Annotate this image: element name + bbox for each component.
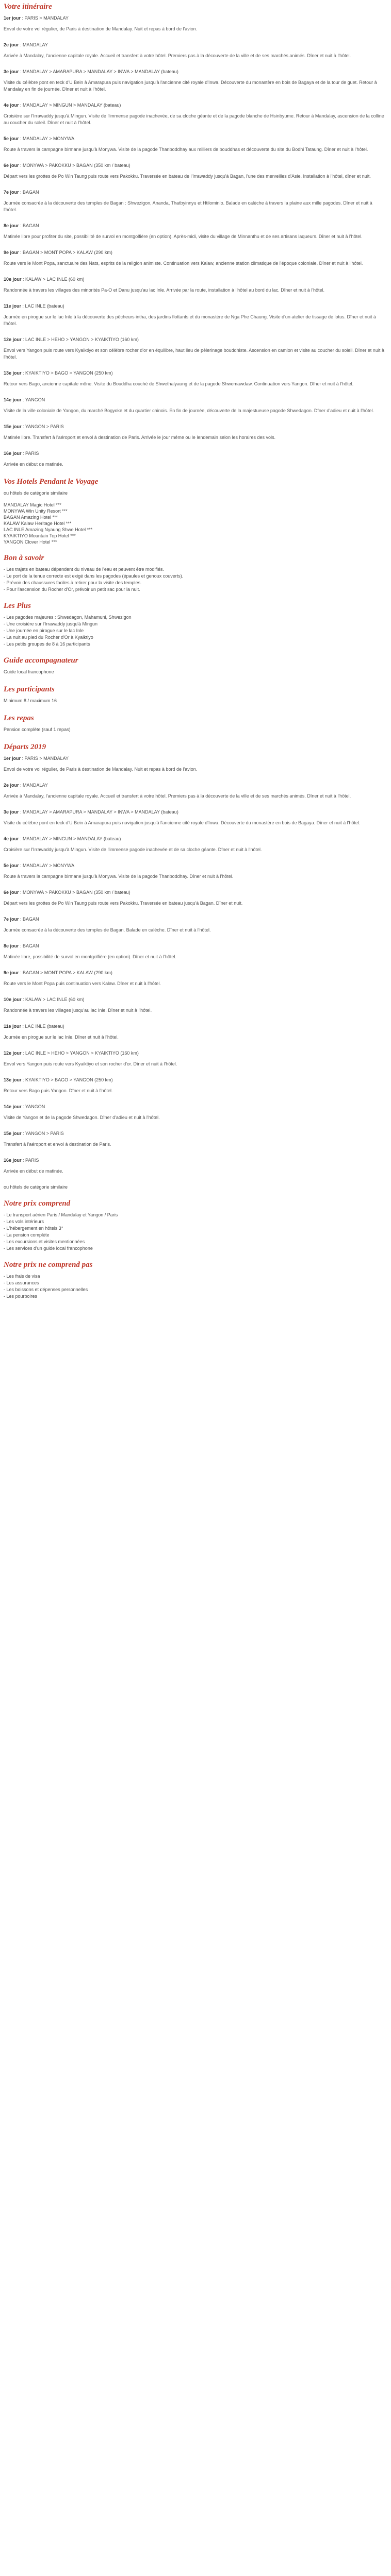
participants-title: Les participants (4, 685, 55, 693)
day-number: 10e jour (4, 277, 22, 282)
day-title: 13e jour : KYAIKTIYO > BAGO > YANGON (250 km) (4, 1077, 113, 1082)
departures-list (4, 755, 386, 1175)
day-title: 2e jour : MANDALAY (4, 783, 48, 788)
day-description: Arrivée à Mandalay, l'ancienne capitale royale. Accueil et transfert à votre hôtel. Premiers pas à la découverte de la ville et de ses marchés animés. Dîner et nuit à l'hôtel. (4, 53, 351, 58)
day-number: 16e jour (4, 451, 22, 456)
day-title: 16e jour : PARIS (4, 451, 39, 456)
day-description: Retour vers Bago, ancienne capitale mône. Visite du Bouddha couché de Shwethalyaung et de la pagode Shwemawdaw. Continuation vers Yangon. Dîner et nuit à l'hôtel. (4, 381, 354, 386)
day-title: 16e jour : PARIS (4, 1158, 39, 1163)
day-description: Route à travers la campagne birmane jusqu'à Monywa. Visite de la pagode Thanboddhay aux milliers de bouddhas et découverte du site du Bodhi Tataung. Dîner et nuit à l'hôtel. (4, 147, 368, 152)
day-route: PARIS (25, 1158, 39, 1163)
day-title: 4e jour : MANDALAY > MINGUN > MANDALAY (bateau) (4, 836, 121, 841)
day-number: 15e jour (4, 1131, 22, 1136)
day-route: LAC INLE (bateau) (25, 303, 64, 309)
includes-list (4, 1212, 386, 1252)
day-route: BAGAN (23, 190, 39, 195)
day-number: 6e jour (4, 890, 19, 895)
day-route: YANGON > PARIS (25, 1131, 64, 1136)
day-description: Journée en pirogue sur le lac Inle. Dîner et nuit à l'hôtel. (4, 1035, 119, 1040)
day-route: KALAW > LAC INLE (60 km) (25, 277, 85, 282)
note-item: - Pour l'ascension du Rocher d'Or, prévoir un petit sac pour la nuit. (4, 587, 140, 592)
exclude-item: - Les assurances (4, 1280, 39, 1285)
day-route: MANDALAY > MINGUN > MANDALAY (bateau) (23, 836, 121, 841)
day-title: 3e jour : MANDALAY > AMARAPURA > MANDALAY > INWA > MANDALAY (bateau) (4, 69, 178, 74)
note-item: - Les trajets en bateau dépendent du niveau de l'eau et peuvent être modifiés. (4, 567, 164, 572)
day-description: Randonnée à travers les villages jusqu'au lac Inle. Dîner et nuit à l'hôtel. (4, 1008, 152, 1013)
day-route: MANDALAY > MONYWA (23, 863, 75, 868)
exclude-item: - Les pourboires (4, 1294, 38, 1299)
extra-item: - Les petits groupes de 8 à 16 participants (4, 641, 90, 647)
hotel-item: MONYWA Win Unity Resort *** (4, 509, 68, 514)
day-title: 15e jour : YANGON > PARIS (4, 424, 64, 429)
day-route: PARIS (25, 451, 39, 456)
day-number: 6e jour (4, 163, 19, 168)
day-description: Départ vers les grottes de Po Win Taung puis route vers Pakokku. Traversée en bateau de l'Irrawaddy jusqu'à Bagan, l'une des merveilles d'Asie. Installation à l'hôtel, dîner et nuit. (4, 174, 371, 179)
day-description: Randonnée à travers les villages des minorités Pa-O et Danu jusqu'au lac Inle. Arrivée par la route, installation à l'hôtel au bord du lac. Dîner et nuit à l'hôtel. (4, 287, 325, 293)
day-description: Visite du célèbre pont en teck d'U Bein à Amarapura puis navigation jusqu'à l'ancienne cité royale d'Inwa. Découverte du monastère en bois de Bagaya et de la tour de guet. Retour à Mandalay en fin de journée. Dîner et nuit à l'hôtel. (4, 80, 377, 92)
hotel-item: YANGON Clover Hotel *** (4, 539, 57, 545)
day-number: 12e jour (4, 337, 22, 342)
day-title: 7e jour : BAGAN (4, 917, 39, 922)
hotel-item: BAGAN Amazing Hotel *** (4, 515, 58, 520)
day-route: KALAW > LAC INLE (60 km) (25, 997, 85, 1002)
day-number: 14e jour (4, 397, 22, 402)
day-route: PARIS > MANDALAY (24, 15, 69, 21)
day-number: 16e jour (4, 1158, 22, 1163)
day-route: MANDALAY > AMARAPURA > MANDALAY > INWA > MANDALAY (bateau) (23, 809, 178, 815)
hotel-item: KALAW Kalaw Heritage Hotel *** (4, 521, 72, 526)
day-description: Envol de votre vol régulier, de Paris à destination de Mandalay. Nuit et repas à bord de l'avion. (4, 26, 198, 31)
day-description: Croisière sur l'Irrawaddy jusqu'à Mingun. Visite de l'immense pagode inachevée et de sa cloche géante. Dîner et nuit à l'hôtel. (4, 847, 262, 852)
hotel-item: LAC INLE Amazing Nyaung Shwe Hotel *** (4, 527, 93, 532)
day-title: 9e jour : BAGAN > MONT POPA > KALAW (290 km) (4, 970, 112, 975)
day-description: Route à travers la campagne birmane jusqu'à Monywa. Visite de la pagode Thanboddhay. Dîner et nuit à l'hôtel. (4, 874, 234, 879)
day-route: YANGON (25, 397, 45, 402)
day-number: 1er jour (4, 756, 21, 761)
hotels-repeat-intro: ou hôtels de catégorie similaire (4, 1184, 68, 1190)
day-route: BAGAN (23, 223, 39, 228)
day-description: Départ vers les grottes de Po Win Taung puis route vers Pakokku. Traversée en bateau jusqu'à Bagan. Dîner et nuit. (4, 901, 243, 906)
day-number: 11e jour (4, 303, 22, 309)
day-route: KYAIKTIYO > BAGO > YANGON (250 km) (25, 370, 113, 376)
extra-item: - La nuit au pied du Rocher d'Or à Kyaiktiyo (4, 635, 93, 640)
day-title: 11e jour : LAC INLE (bateau) (4, 303, 64, 309)
day-title: 2e jour : MANDALAY (4, 42, 48, 47)
day-route: BAGAN (23, 943, 39, 948)
day-route: YANGON (25, 1104, 45, 1109)
day-description: Envol de votre vol régulier, de Paris à destination de Mandalay. Nuit et repas à bord de l'avion. (4, 767, 198, 772)
day-description: Route vers le Mont Popa, sanctuaire des Nats, esprits de la religion animiste. Continuation vers Kalaw, ancienne station climatique de l'époque coloniale. Dîner et nuit à l'hôtel. (4, 261, 363, 266)
day-title: 8e jour : BAGAN (4, 223, 39, 228)
day-route: BAGAN > MONT POPA > KALAW (290 km) (23, 970, 112, 975)
day-number: 15e jour (4, 424, 22, 429)
meals-title: Les repas (4, 714, 34, 722)
include-item: - Les excursions et visites mentionnées (4, 1239, 85, 1244)
day-title: 1er jour : PARIS > MANDALAY (4, 15, 69, 21)
day-description: Arrivée en début de matinée. (4, 1168, 63, 1174)
excludes-list (4, 1273, 386, 1300)
day-route: MANDALAY (23, 42, 48, 47)
include-item: - Les services d'un guide local francophone (4, 1246, 93, 1251)
day-title: 12e jour : LAC INLE > HEHO > YANGON > KYAIKTIYO (160 km) (4, 337, 139, 342)
day-description: Journée consacrée à la découverte des temples de Bagan. Balade en calèche. Dîner et nuit à l'hôtel. (4, 927, 211, 933)
note-item: - Prévoir des chaussures faciles à retirer pour la visite des temples. (4, 580, 142, 585)
day-description: Matinée libre pour profiter du site, possibilité de survol en montgolfière (en option). Après-midi, visite du village de Minnanthu et de ses artisans laqueurs. Dîner et nuit à l'hôtel. (4, 234, 363, 239)
day-description: Journée en pirogue sur le lac Inle à la découverte des pêcheurs intha, des jardins flottants et du monastère de Nga Phe Chaung. Visite d'un atelier de tissage de lotus. Dîner et nuit à l'hôtel. (4, 314, 376, 326)
day-title: 7e jour : BAGAN (4, 190, 39, 195)
include-item: - La pension complète (4, 1232, 50, 1238)
day-route: MANDALAY > MONYWA (23, 136, 75, 141)
day-description: Visite de la ville coloniale de Yangon, du marché Bogyoke et du quartier chinois. En fin de journée, découverte de la majestueuse pagode Shwedagon. Dîner d'adieu et nuit à l'hôtel. (4, 408, 374, 413)
day-title: 4e jour : MANDALAY > MINGUN > MANDALAY (bateau) (4, 103, 121, 108)
day-number: 10e jour (4, 997, 22, 1002)
day-number: 8e jour (4, 223, 19, 228)
hotels-list (4, 502, 386, 545)
day-title: 14e jour : YANGON (4, 397, 45, 402)
day-title: 3e jour : MANDALAY > AMARAPURA > MANDALAY > INWA > MANDALAY (bateau) (4, 809, 178, 815)
day-description: Arrivée en début de matinée. (4, 462, 63, 467)
day-route: MANDALAY > AMARAPURA > MANDALAY > INWA > MANDALAY (bateau) (23, 69, 178, 74)
day-number: 5e jour (4, 863, 19, 868)
itinerary-title: Votre itinéraire (4, 3, 52, 11)
day-description: Visite de Yangon et de la pagode Shwedagon. Dîner d'adieu et nuit à l'hôtel. (4, 1115, 160, 1120)
participants-text: Minimum 8 / maximum 16 (4, 698, 57, 703)
extra-item: - Une journée en pirogue sur le lac Inle (4, 628, 84, 633)
day-title: 10e jour : KALAW > LAC INLE (60 km) (4, 997, 85, 1002)
day-title: 15e jour : YANGON > PARIS (4, 1131, 64, 1136)
day-route: BAGAN (23, 917, 39, 922)
day-description: Matinée libre, possibilité de survol en montgolfière (en option). Dîner et nuit à l'hôtel. (4, 954, 176, 959)
day-title: 12e jour : LAC INLE > HEHO > YANGON > KYAIKTIYO (160 km) (4, 1050, 139, 1056)
day-title: 11e jour : LAC INLE (bateau) (4, 1024, 64, 1029)
day-description: Route vers le Mont Popa puis continuation vers Kalaw. Dîner et nuit à l'hôtel. (4, 981, 161, 986)
day-title: 8e jour : BAGAN (4, 943, 39, 948)
guide-text: Guide local francophone (4, 669, 54, 674)
day-number: 3e jour (4, 809, 19, 815)
extra-item: - Les pagodes majeures : Shwedagon, Mahamuni, Shwezigon (4, 615, 132, 620)
itinerary-list (4, 15, 386, 468)
day-number: 14e jour (4, 1104, 22, 1109)
day-title: 14e jour : YANGON (4, 1104, 45, 1109)
day-number: 5e jour (4, 136, 19, 141)
day-number: 2e jour (4, 783, 19, 788)
day-number: 3e jour (4, 69, 19, 74)
extras-title: Les Plus (4, 602, 31, 610)
day-number: 9e jour (4, 970, 19, 975)
day-description: Envol vers Yangon puis route vers Kyaiktiyo et son célèbre rocher d'or en équilibre, haut lieu de pèlerinage bouddhiste. Ascension en camion et visite au coucher du soleil. Dîner et nuit à l'hôtel. (4, 348, 384, 360)
extra-item: - Une croisière sur l'Irrawaddy jusqu'à Mingun (4, 621, 98, 626)
day-title: 5e jour : MANDALAY > MONYWA (4, 863, 75, 868)
day-route: YANGON > PARIS (25, 424, 64, 429)
hotels-title: Vos Hotels Pendant le Voyage (4, 478, 99, 486)
guide-title: Guide accompagnateur (4, 656, 78, 665)
day-title: 10e jour : KALAW > LAC INLE (60 km) (4, 277, 85, 282)
day-number: 4e jour (4, 103, 19, 108)
day-route: MONYWA > PAKOKKU > BAGAN (350 km / bateau) (23, 163, 131, 168)
day-title: 5e jour : MANDALAY > MONYWA (4, 136, 75, 141)
excludes-title: Notre prix ne comprend pas (4, 1261, 93, 1269)
exclude-item: - Les frais de visa (4, 1274, 40, 1279)
exclude-item: - Les boissons et dépenses personnelles (4, 1287, 88, 1292)
notes-title: Bon à savoir (4, 554, 44, 562)
day-title: 13e jour : KYAIKTIYO > BAGO > YANGON (250 km) (4, 370, 113, 376)
day-description: Croisière sur l'Irrawaddy jusqu'à Mingun. Visite de l'immense pagode inachevée, de sa cloche géante et de la pagode blanche de Hsinbyume. Retour à Mandalay, ascension de la colline au coucher du soleil. Dîner et nuit à l'hôtel. (4, 113, 384, 125)
day-number: 11e jour (4, 1024, 22, 1029)
day-number: 1er jour (4, 15, 21, 21)
day-description: Arrivée à Mandalay, l'ancienne capitale royale. Accueil et transfert à votre hôtel. Premiers pas à la découverte de la ville et de ses marchés animés. Dîner et nuit à l'hôtel. (4, 793, 351, 799)
day-route: MANDALAY > MINGUN > MANDALAY (bateau) (23, 103, 121, 108)
day-number: 8e jour (4, 943, 19, 948)
day-route: PARIS > MANDALAY (24, 756, 69, 761)
hotel-item: MANDALAY Magic Hotel *** (4, 502, 61, 507)
hotel-item: KYAIKTIYO Mountain Top Hotel *** (4, 533, 76, 538)
day-description: Visite du célèbre pont en teck d'U Bein à Amarapura puis navigation jusqu'à l'ancienne cité royale d'Inwa. Découverte du monastère en bois de Bagaya. Dîner et nuit à l'hôtel. (4, 820, 361, 825)
day-number: 13e jour (4, 1077, 22, 1082)
day-description: Envol vers Yangon puis route vers Kyaiktiyo et son rocher d'or. Dîner et nuit à l'hôtel. (4, 1061, 177, 1066)
day-route: MONYWA > PAKOKKU > BAGAN (350 km / bateau) (23, 890, 131, 895)
day-route: LAC INLE > HEHO > YANGON > KYAIKTIYO (160 km) (25, 1050, 139, 1056)
day-number: 7e jour (4, 917, 19, 922)
day-title: 1er jour : PARIS > MANDALAY (4, 756, 69, 761)
day-title: 9e jour : BAGAN > MONT POPA > KALAW (290 km) (4, 250, 112, 255)
day-number: 9e jour (4, 250, 19, 255)
day-number: 7e jour (4, 190, 19, 195)
day-description: Journée consacrée à la découverte des temples de Bagan : Shwezigon, Ananda, Thatbyinnyu et Htilominlo. Balade en calèche à travers la plaine aux mille pagodes. Dîner et nuit à l'hôtel. (4, 200, 372, 212)
day-description: Matinée libre. Transfert à l'aéroport et envol à destination de Paris. Arrivée le jour même ou le lendemain selon les horaires des vols. (4, 435, 275, 440)
day-route: KYAIKTIYO > BAGO > YANGON (250 km) (25, 1077, 113, 1082)
hotels-intro: ou hôtels de catégorie similaire (4, 490, 68, 496)
day-number: 2e jour (4, 42, 19, 47)
day-route: BAGAN > MONT POPA > KALAW (290 km) (23, 250, 112, 255)
include-item: - L'hébergement en hôtels 3* (4, 1226, 63, 1231)
day-number: 4e jour (4, 836, 19, 841)
extras-list (4, 614, 386, 648)
day-route: MANDALAY (23, 783, 48, 788)
meals-text: Pension complète (sauf 1 repas) (4, 727, 71, 732)
day-route: LAC INLE > HEHO > YANGON > KYAIKTIYO (160 km) (25, 337, 139, 342)
day-number: 13e jour (4, 370, 22, 376)
day-number: 12e jour (4, 1050, 22, 1056)
note-item: - Le port de la tenue correcte est exigé dans les pagodes (épaules et genoux couverts). (4, 573, 184, 579)
day-title: 6e jour : MONYWA > PAKOKKU > BAGAN (350 km / bateau) (4, 890, 131, 895)
day-route: LAC INLE (bateau) (25, 1024, 64, 1029)
notes-list (4, 566, 386, 593)
day-title: 6e jour : MONYWA > PAKOKKU > BAGAN (350 km / bateau) (4, 163, 131, 168)
include-item: - Les vols intérieurs (4, 1219, 44, 1224)
departures-title: Départs 2019 (4, 743, 46, 751)
day-description: Retour vers Bago puis Yangon. Dîner et nuit à l'hôtel. (4, 1088, 113, 1093)
day-description: Transfert à l'aéroport et envol à destination de Paris. (4, 1142, 111, 1147)
includes-title: Notre prix comprend (4, 1199, 71, 1208)
include-item: - Le transport aérien Paris / Mandalay et Yangon / Paris (4, 1212, 118, 1217)
